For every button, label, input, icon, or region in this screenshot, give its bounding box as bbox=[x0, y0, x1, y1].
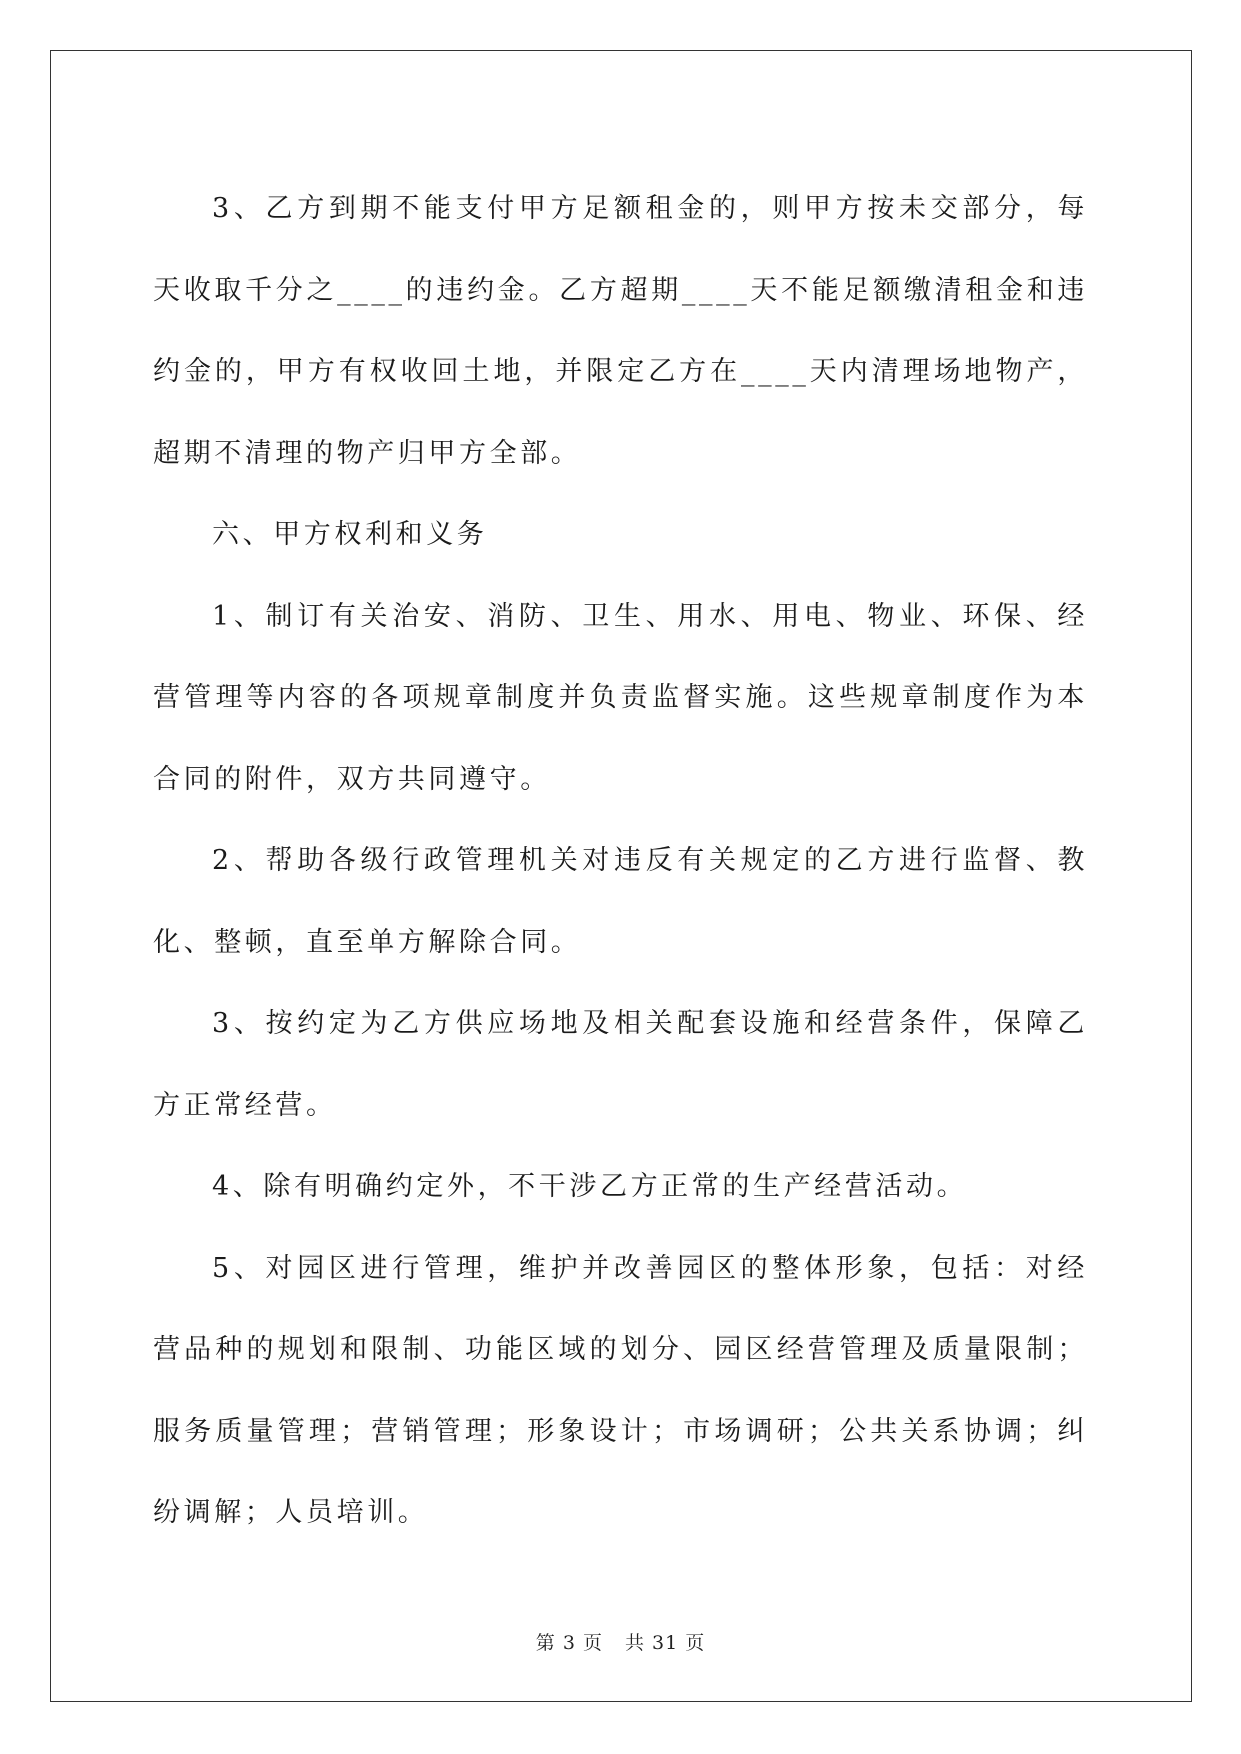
clause-paragraph: 3、按约定为乙方供应场地及相关配套设施和经营条件，保障乙方正常经营。 bbox=[153, 1008, 1088, 1121]
page-number: 第 3 页 bbox=[535, 1632, 603, 1654]
clause-paragraph: 2、帮助各级行政管理机关对违反有关规定的乙方进行监督、教化、整顿，直至单方解除合同。 bbox=[153, 845, 1088, 958]
clause-paragraph: 5、对园区进行管理，维护并改善园区的整体形象，包括：对经营品种的规划和限制、功能区域的划分、园区经营管理及质量限制；服务质量管理；营销管理；形象设计；市场调研；公共关系协调；纠纷调解；人员培训。 bbox=[153, 1252, 1088, 1528]
page-footer bbox=[0, 1631, 1241, 1655]
clause-paragraph: 3、乙方到期不能支付甲方足额租金的，则甲方按未交部分，每天收取千分之____的违约金。乙方超期____天不能足额缴清租金和违约金的，甲方有权收回土地，并限定乙方在____天内清理场地物产，超期不清理的物产归甲方全部。 bbox=[153, 193, 1088, 469]
clause-paragraph: 1、制订有关治安、消防、卫生、用水、用电、物业、环保、经营管理等内容的各项规章制度并负责监督实施。这些规章制度作为本合同的附件，双方共同遵守。 bbox=[153, 600, 1088, 795]
section-heading: 六、甲方权利和义务 bbox=[212, 519, 488, 550]
document-body bbox=[153, 168, 1088, 1554]
clause-paragraph: 4、除有明确约定外，不干涉乙方正常的生产经营活动。 bbox=[212, 1171, 968, 1202]
page-total: 共 31 页 bbox=[624, 1632, 706, 1654]
